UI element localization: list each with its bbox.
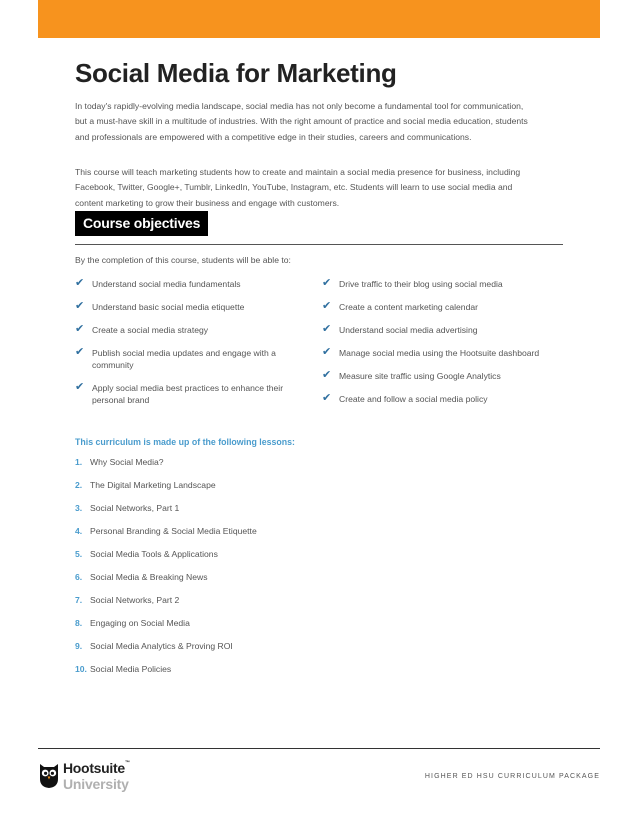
lesson-label: Social Media Analytics & Proving ROI — [90, 641, 233, 651]
objective-item: ✔ Create a content marketing calendar — [322, 300, 479, 312]
check-icon: ✔ — [75, 300, 85, 312]
lesson-item — [75, 502, 257, 525]
lesson-item — [75, 594, 257, 617]
lesson-label: Why Social Media? — [90, 457, 164, 467]
lesson-number: 9. — [75, 641, 83, 651]
trademark-mark: ™ — [124, 760, 130, 766]
lesson-label: Social Media Tools & Applications — [90, 549, 218, 559]
divider — [75, 244, 563, 245]
check-icon: ✔ — [322, 277, 332, 289]
lesson-item — [75, 640, 257, 663]
lesson-label: Social Networks, Part 2 — [90, 595, 180, 605]
lesson-label: Social Networks, Part 1 — [90, 503, 180, 513]
footer-divider — [38, 748, 600, 749]
objective-item: ✔ Publish social media updates and engage with a community — [75, 346, 276, 370]
lesson-label: Engaging on Social Media — [90, 618, 190, 628]
check-icon: ✔ — [322, 323, 332, 335]
lesson-item — [75, 617, 257, 640]
check-icon: ✔ — [75, 381, 85, 393]
objective-item: ✔ Drive traffic to their blog using social media — [322, 277, 503, 289]
lesson-number: 2. — [75, 480, 83, 490]
footer-package-label: HIGHER ED HSU CURRICULUM PACKAGE — [424, 773, 600, 780]
lesson-label: Personal Branding & Social Media Etiquette — [90, 526, 257, 536]
lesson-number: 8. — [75, 618, 83, 628]
objective-item: ✔ Apply social media best practices to enhance their personal brand — [75, 381, 284, 405]
hootsuite-university-logo — [38, 757, 158, 795]
check-icon: ✔ — [322, 392, 332, 404]
lesson-number: 7. — [75, 595, 83, 605]
lesson-number: 1. — [75, 457, 83, 467]
lesson-item — [75, 571, 257, 594]
objective-item: ✔ Manage social media using the Hootsuite dashboard — [322, 346, 540, 358]
check-icon: ✔ — [75, 323, 85, 335]
lesson-item — [75, 663, 257, 686]
lesson-item — [75, 548, 257, 571]
lesson-number: 6. — [75, 572, 83, 582]
intro-paragraph-2: This course will teach marketing students how to create and maintain a social media presence for business, including Facebook, Twitter, Google+, Tumblr, LinkedIn, YouTube, Instagram, etc. Students will learn to use social media and content marketing to grow their business and engage with customers. — [75, 167, 521, 208]
lesson-number: 3. — [75, 503, 83, 513]
logo-subwordmark: University — [63, 776, 129, 792]
intro-paragraph-1: In today's rapidly-evolving media landscape, social media has not only become a fundamental tool for communication, but a must-have skill in a multitude of industries. With the right amount of practice and social media education, students and professionals are empowered with a competitive edge in their studies, careers and communications. — [75, 101, 528, 142]
objective-item: ✔ Create a social media strategy — [75, 323, 209, 335]
check-icon: ✔ — [322, 300, 332, 312]
check-icon: ✔ — [322, 346, 332, 358]
page-title: Social Media for Marketing — [75, 58, 397, 88]
objective-item: ✔ Understand social media advertising — [322, 323, 478, 335]
objective-item: ✔ Create and follow a social media policy — [322, 392, 488, 404]
lesson-item — [75, 525, 257, 548]
lesson-number: 5. — [75, 549, 83, 559]
curriculum-heading: This curriculum is made up of the following lessons: — [75, 437, 295, 447]
lesson-label: Social Media Policies — [90, 664, 172, 674]
objectives-lead: By the completion of this course, students will be able to: — [75, 255, 291, 265]
owl-icon — [38, 761, 60, 789]
lesson-number: 10. — [75, 664, 87, 674]
objective-item: ✔ Measure site traffic using Google Analytics — [322, 369, 501, 381]
lesson-label: The Digital Marketing Landscape — [90, 480, 216, 490]
logo-wordmark: Hootsuite — [63, 760, 125, 776]
check-icon: ✔ — [322, 369, 332, 381]
lessons-list — [75, 456, 257, 686]
lesson-label: Social Media & Breaking News — [90, 572, 208, 582]
lesson-number: 4. — [75, 526, 83, 536]
course-objectives-heading: Course objectives — [75, 211, 208, 236]
top-accent-bar — [38, 0, 600, 38]
lesson-item — [75, 456, 257, 479]
objective-item: ✔ Understand basic social media etiquette — [75, 300, 245, 312]
check-icon: ✔ — [75, 277, 85, 289]
objectives-list-right — [322, 278, 572, 416]
objective-item: ✔ Understand social media fundamentals — [75, 277, 241, 289]
objectives-list-left — [75, 278, 311, 417]
lesson-item — [75, 479, 257, 502]
check-icon: ✔ — [75, 346, 85, 358]
